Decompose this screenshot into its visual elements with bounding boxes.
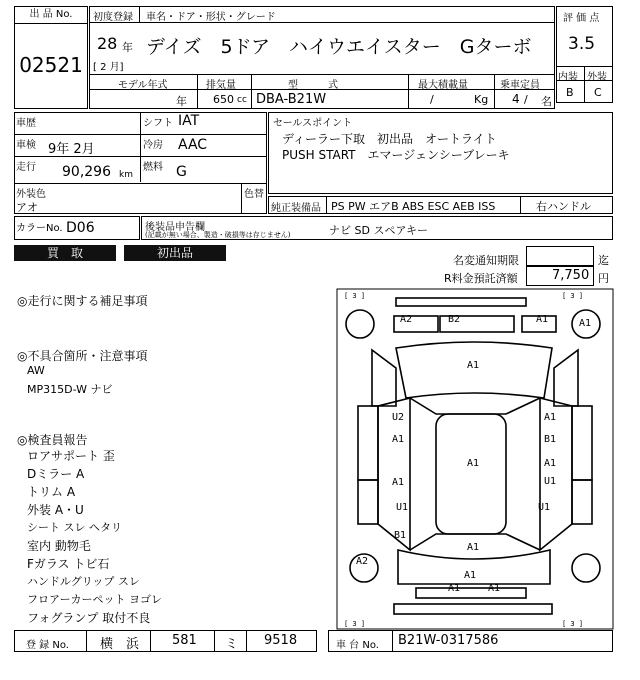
damage-mark: B1 [394, 530, 407, 541]
damage-mark: U1 [396, 502, 409, 513]
damage-mark: A2 [400, 314, 413, 325]
diagram-corner-label: [ 3 ] [562, 620, 584, 628]
max-load-separator: / [430, 93, 434, 106]
mileage-unit: km [119, 170, 133, 180]
ac: AAC [178, 137, 208, 153]
interior-grade: B [566, 86, 574, 99]
fuel-label: 燃料 [143, 162, 163, 173]
color-change-label: 色替 [244, 189, 264, 200]
first-listing-badge: 初出品 [124, 245, 226, 261]
shift: IAT [178, 113, 200, 129]
registration-number: 9518 [264, 633, 298, 648]
displacement: 650 [213, 93, 234, 106]
capacity: 4 [512, 92, 520, 106]
registration-class: 581 [172, 633, 197, 648]
equipment-items: PS PW エアB ABS ESC AEB ISS [331, 200, 496, 213]
damage-mark: A1 [467, 542, 480, 553]
buy-badge: 買 取 [14, 245, 116, 261]
inspection-label: 車検 [16, 140, 36, 151]
defect-item: AW [27, 364, 45, 377]
displacement-unit: cc [237, 95, 247, 105]
damage-mark: A1 [488, 583, 501, 594]
damage-mark: B2 [448, 314, 461, 325]
exterior-color-label: 外装色 [16, 189, 46, 200]
registration-month: [ 2 月] [93, 62, 124, 73]
recycle-fee-label: R料金預託済額 [444, 272, 518, 285]
history-label: 車歴 [16, 118, 36, 129]
damage-diagram [336, 288, 614, 630]
registration-year-unit: 年 [122, 41, 133, 54]
model-year-unit: 年 [176, 95, 187, 108]
damage-mark: A1 [392, 477, 405, 488]
registration-area: 横 浜 [100, 637, 140, 652]
damage-mark: A1 [579, 318, 592, 329]
damage-mark: A1 [467, 360, 480, 371]
recycle-fee-unit: 円 [598, 272, 609, 285]
shift-label: シフト [143, 118, 173, 129]
lot-number-box [14, 6, 88, 109]
registration-year: 28 [97, 34, 118, 53]
fuel: G [176, 164, 187, 180]
diagram-corner-label: [ 3 ] [562, 292, 584, 300]
ac-label: 冷房 [143, 140, 163, 151]
name-change-deadline-label: 名変通知期限 [453, 254, 519, 267]
mileage-label: 走行 [16, 162, 36, 173]
post-items-note: (記載が無い場合、製造・破損等は存じません) [145, 231, 291, 239]
post-items: ナビ SD スペアキー [329, 224, 429, 237]
equipment-label: 純正装備品 [271, 203, 321, 214]
model-year-label: モデル年式 [118, 80, 168, 91]
max-load-label: 最大積載量 [418, 80, 468, 91]
inspector-item: ロアサポート 歪 [27, 449, 115, 463]
damage-mark: U2 [392, 412, 405, 423]
exterior-grade-label: 外装 [587, 72, 607, 83]
damage-mark: U1 [538, 502, 551, 513]
sales-point-line-1: ディーラー下取 初出品 オートライト [282, 132, 497, 146]
score-label: 評 価 点 [563, 13, 600, 24]
damage-mark: A1 [544, 458, 557, 469]
inspector-item: Dミラー A [27, 467, 85, 481]
score: 3.5 [568, 34, 596, 54]
recycle-fee-value: 7,750 [552, 268, 590, 283]
displacement-label: 排気量 [206, 80, 236, 91]
model-type-label: 型 式 [288, 80, 338, 91]
exterior-grade: C [594, 86, 602, 99]
damage-mark: A1 [536, 314, 549, 325]
inspection: 9年 2月 [48, 142, 95, 157]
inspector-item: Fガラス トビ石 [27, 557, 110, 571]
inspector-item: 外装 A・U [27, 503, 84, 517]
chassis-number-label: 車 台 No. [336, 640, 379, 651]
post-items-label: 後装品申告欄 [145, 222, 205, 233]
inspector-item: トリム A [27, 485, 76, 499]
lot-number: 02521 [19, 53, 83, 77]
inspector-item: シート スレ ヘタリ [27, 521, 122, 534]
inspector-report-header: ◎検査員報告 [17, 433, 88, 447]
capacity-label: 乗車定員 [500, 80, 540, 91]
steering-side: 右ハンドル [536, 200, 591, 213]
sales-point-line-2: PUSH START エマージェンシーブレーキ [282, 148, 510, 162]
damage-mark: B1 [544, 434, 557, 445]
color-number: D06 [66, 220, 95, 236]
max-load-unit: Kg [474, 93, 489, 106]
damage-mark: A1 [464, 570, 477, 581]
interior-grade-label: 内装 [558, 72, 578, 83]
damage-mark: A1 [448, 583, 461, 594]
mileage: 90,296 [62, 164, 111, 180]
inspector-item: フォグランプ 取付不良 [27, 611, 151, 625]
chassis-number: B21W-0317586 [398, 633, 499, 648]
capacity-separator: / [524, 93, 528, 106]
damage-mark: A1 [467, 458, 480, 469]
damage-mark: U1 [544, 476, 557, 487]
damage-mark: A2 [356, 556, 369, 567]
defect-notes-header: ◎不具合箇所・注意事項 [17, 349, 148, 363]
driving-notes-header: ◎走行に関する補足事項 [17, 294, 148, 308]
first-registration-label: 初度登録 [93, 12, 133, 23]
defect-item: MP315D-W ナビ [27, 383, 113, 396]
damage-mark: A1 [544, 412, 557, 423]
name-change-deadline-unit: 迄 [598, 254, 609, 267]
registration-number-label: 登 録 No. [26, 640, 69, 651]
diagram-corner-label: [ 3 ] [344, 620, 366, 628]
model-type: DBA-B21W [256, 92, 327, 107]
color-number-label: カラーNo. [16, 223, 63, 234]
inspector-item: 室内 動物毛 [27, 539, 91, 553]
lot-number-label: 出 品 No. [15, 7, 87, 24]
inspector-item: フロアーカーペット ヨゴレ [27, 593, 162, 606]
capacity-unit: 名 [541, 95, 552, 108]
car-name-label: 車名・ドア・形状・グレード [146, 12, 276, 23]
sales-point-label: セールスポイント [273, 118, 353, 129]
diagram-corner-label: [ 3 ] [344, 292, 366, 300]
damage-mark: A1 [392, 434, 405, 445]
exterior-color: アオ [16, 201, 38, 214]
inspector-item: ハンドルグリップ スレ [27, 575, 140, 588]
name-change-deadline-box [526, 246, 594, 266]
registration-kana: ミ [225, 637, 239, 652]
car-name: デイズ 5ドア ハイウエイスター Gターボ [146, 36, 532, 58]
